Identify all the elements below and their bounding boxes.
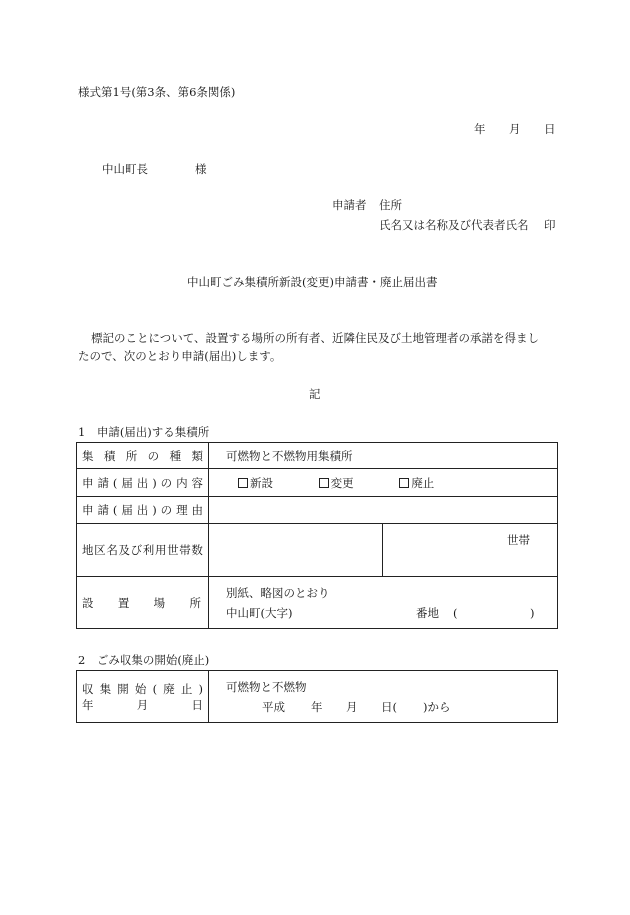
option-new[interactable] <box>238 476 273 490</box>
content-label: 申 請 ( 届 出 ) の 内 容 <box>82 475 203 490</box>
location-label: 設 置 場 所 <box>82 595 201 610</box>
collection-value[interactable] <box>209 671 558 723</box>
document-title: 中山町ごみ集積所新設(変更)申請書・廃止届出書 <box>187 275 438 289</box>
collection-month: 月 <box>346 699 358 714</box>
option-change[interactable] <box>319 476 354 490</box>
row-type <box>77 443 558 469</box>
option-abolish[interactable] <box>399 476 434 490</box>
collection-label-line1: 収 集 開 始 ( 廃 止 ) <box>82 681 203 696</box>
section2-table <box>76 670 558 723</box>
collection-label-month: 月 <box>136 697 149 712</box>
type-value: 可燃物と不燃物用集積所 <box>209 443 558 469</box>
form-number: 様式第1号(第3条、第6条関係) <box>78 85 236 99</box>
reason-value[interactable] <box>209 497 558 524</box>
location-line-2 <box>226 606 557 620</box>
collection-date-line <box>226 700 557 714</box>
date-month: 月 <box>509 122 521 136</box>
row-district <box>77 524 558 577</box>
collection-label-line2 <box>82 698 203 712</box>
intro-line-1: 標記のことについて、設置する場所の所有者、近隣住民及び土地管理者の承諾を得まし <box>91 331 540 345</box>
section1-table <box>76 442 558 629</box>
location-line-1: 別紙、略図のとおり <box>226 585 330 600</box>
row-reason <box>77 497 558 524</box>
district-name-value[interactable] <box>209 524 383 577</box>
addressee-honorific: 様 <box>195 162 207 176</box>
applicant-label: 申請者 <box>332 198 367 212</box>
row-location <box>77 577 558 629</box>
checkbox-new[interactable] <box>238 478 248 488</box>
collection-from: )から <box>423 699 451 714</box>
date-year: 年 <box>474 122 486 136</box>
collection-label-cell <box>77 671 209 723</box>
intro-line-2: たので、次のとおり申請(届出)します。 <box>78 349 282 363</box>
location-banchi: 番地 <box>416 605 439 620</box>
collection-label-day: 日 <box>191 697 203 712</box>
ki-heading: 記 <box>309 387 321 401</box>
seal-mark: 印 <box>544 218 556 232</box>
type-label-cell <box>77 443 209 469</box>
collection-day: 日( <box>381 699 397 714</box>
location-paren-close: ) <box>530 605 535 620</box>
date-day: 日 <box>544 122 556 136</box>
addressee-name: 中山町長 <box>102 162 148 176</box>
row-collection <box>77 671 558 723</box>
applicant-address-label: 住所 <box>379 198 402 212</box>
section2-heading: 2 ごみ収集の開始(廃止) <box>78 653 210 667</box>
option-change-label: 変更 <box>330 475 354 490</box>
households-value[interactable] <box>383 524 558 577</box>
location-label-cell <box>77 577 209 629</box>
checkbox-change[interactable] <box>319 478 329 488</box>
district-label: 地 区 名 及 び 利 用 世 帯 数 <box>82 543 203 557</box>
collection-label-year: 年 <box>82 697 94 712</box>
reason-label-cell <box>77 497 209 524</box>
location-value[interactable] <box>209 577 558 629</box>
section1-heading: 1 申請(届出)する集積所 <box>78 425 210 439</box>
option-new-label: 新設 <box>250 475 273 490</box>
location-town: 中山町(大字) <box>226 605 293 620</box>
row-content <box>77 469 558 497</box>
reason-label: 申 請 ( 届 出 ) の 理 由 <box>82 503 203 517</box>
households-unit: 世帯 <box>507 533 530 547</box>
option-abolish-label: 廃止 <box>411 475 435 490</box>
collection-value-line1: 可燃物と不燃物 <box>226 679 307 694</box>
location-paren-open: ( <box>453 605 458 620</box>
district-label-cell <box>77 524 209 577</box>
checkbox-abolish[interactable] <box>399 478 409 488</box>
content-label-cell <box>77 469 209 497</box>
collection-era: 平成 <box>262 699 285 714</box>
collection-year: 年 <box>311 699 323 714</box>
applicant-name-label: 氏名又は名称及び代表者氏名 <box>379 218 529 232</box>
type-label: 集 積 所 の 種 類 <box>82 448 203 463</box>
content-options <box>209 469 558 497</box>
